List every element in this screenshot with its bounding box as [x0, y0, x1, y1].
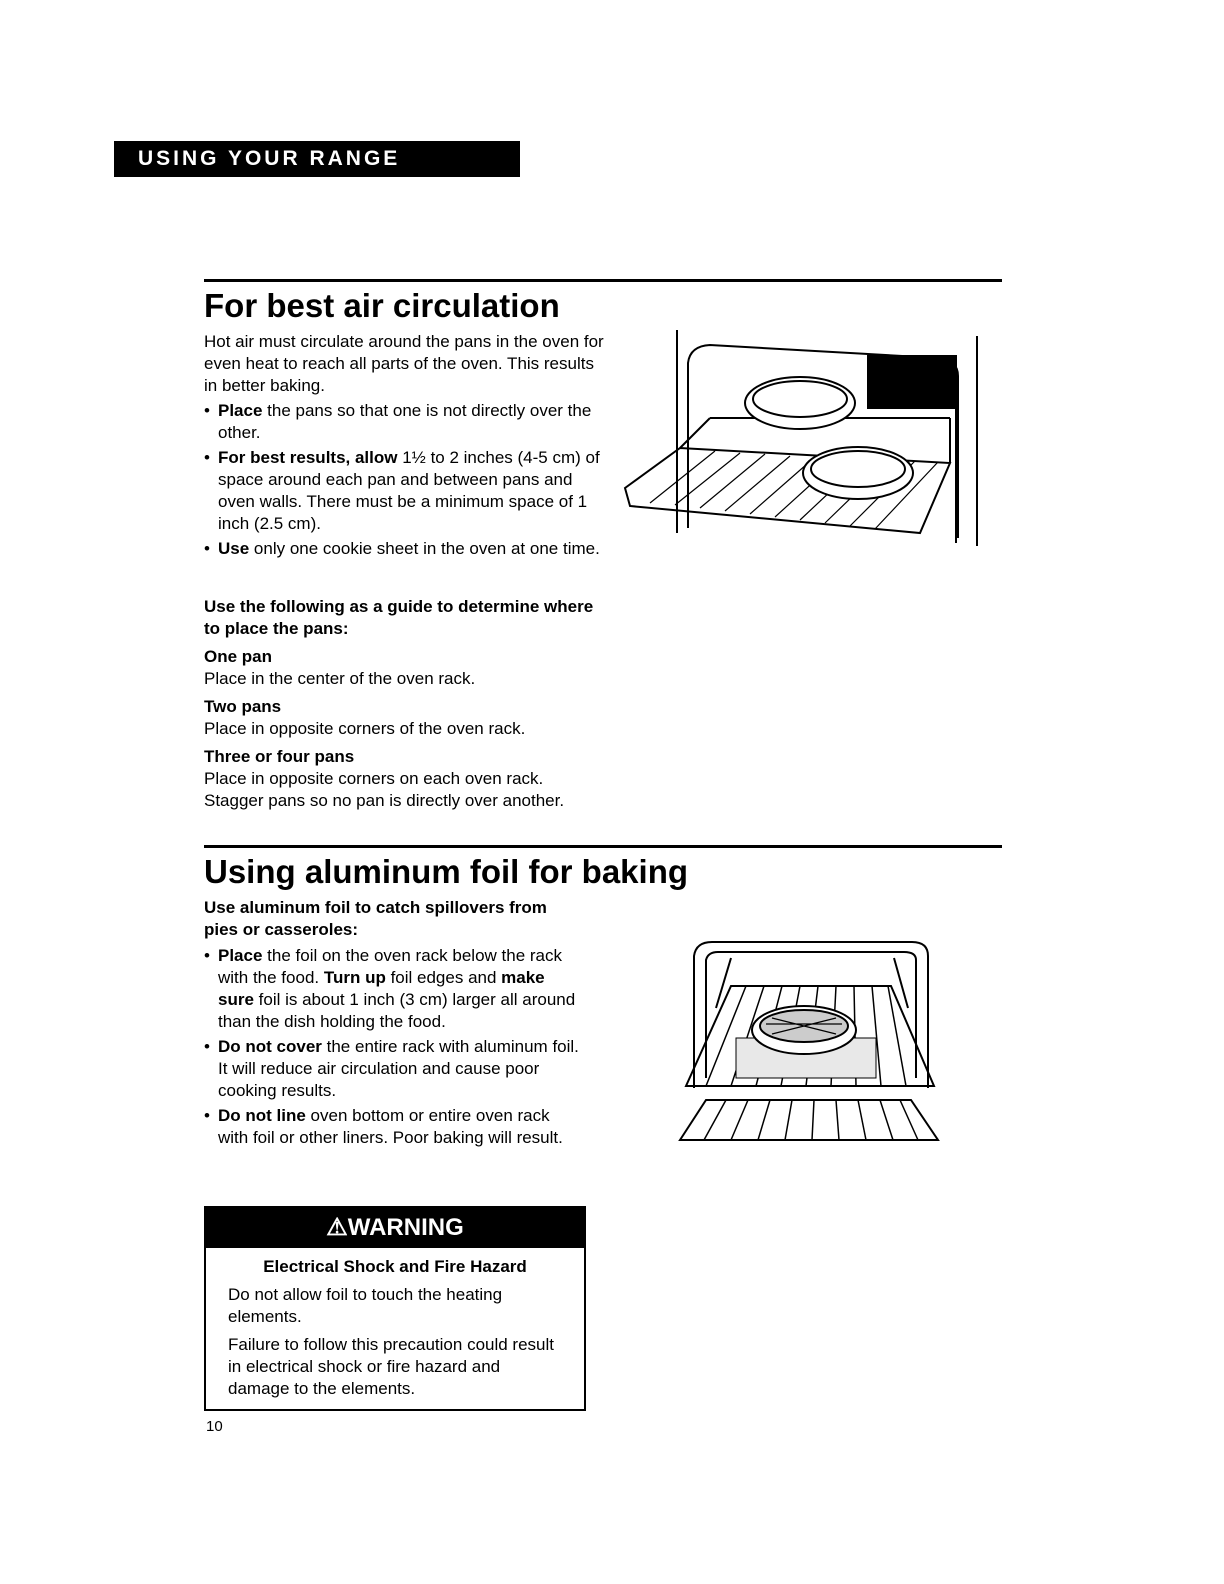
- bullet-dot: •: [204, 448, 210, 467]
- intro-paragraph: Hot air must circulate around the pans in the oven for even heat to reach all parts of the oven. This results in better baking.: [204, 332, 604, 395]
- heading-aluminum-foil: Using aluminum foil for baking: [204, 853, 689, 890]
- bullet-text: only one cookie sheet in the oven at one time.: [249, 539, 600, 558]
- bullet-item: [204, 400, 604, 444]
- bullet-text: the foil on the oven rack below the rack with the food.: [218, 946, 562, 987]
- aluminum-foil-body: [204, 897, 584, 1149]
- case-title: One pan: [204, 647, 273, 666]
- warning-body: [206, 1248, 584, 1400]
- bullet-text: foil is about 1 inch (3 cm) larger all around than the dish holding the food.: [218, 990, 576, 1031]
- oven-two-pans-illustration: [620, 328, 990, 550]
- bullet-text: the pans so that one is not directly over the other.: [218, 401, 592, 442]
- bullet-lead: For best results, allow: [218, 448, 398, 467]
- bullet-dot: •: [204, 1106, 210, 1125]
- warning-header: [206, 1208, 584, 1248]
- bullet-dot: •: [204, 1037, 210, 1056]
- bullet-item: [204, 538, 604, 560]
- bullet-text: the entire rack with aluminum foil. It will reduce air circulation and cause poor cooking results.: [218, 1037, 579, 1100]
- foil-bullets: [204, 945, 584, 1149]
- page-number: 10: [206, 1418, 223, 1435]
- bullet-lead: Turn up: [323, 968, 386, 987]
- case-title: Two pans: [204, 697, 282, 716]
- section-banner: USING YOUR RANGE: [114, 141, 520, 177]
- case-title: Three or four pans: [204, 747, 355, 766]
- bullet-dot: •: [204, 946, 210, 965]
- foil-subheading: Use aluminum foil to catch spillovers from pies or casseroles:: [204, 898, 547, 939]
- bullet-item: [204, 447, 604, 535]
- oven-foil-rack-illustration: [676, 938, 941, 1148]
- section-rule-foil: [204, 845, 1002, 848]
- case-text: Place in opposite corners of the oven rack.: [204, 719, 526, 738]
- bullet-dot: •: [204, 401, 210, 420]
- warning-line: Failure to follow this precaution could result in electrical shock or fire hazard and damage to the elements.: [228, 1335, 554, 1398]
- bullet-lead: Do not cover: [218, 1037, 322, 1056]
- air-bullets: [204, 400, 604, 560]
- hazard-title: Electrical Shock and Fire Hazard: [263, 1257, 527, 1276]
- guide-heading: Use the following as a guide to determine where to place the pans:: [204, 597, 594, 638]
- warning-triangle-icon: ⚠: [326, 1214, 348, 1241]
- air-circulation-body: [204, 331, 604, 560]
- section-rule-top: [204, 279, 1002, 282]
- bullet-lead: make sure: [218, 968, 545, 1009]
- case-text: Place in opposite corners on each oven rack. Stagger pans so no pan is directly over another.: [204, 769, 565, 810]
- pan-placement-guide: [204, 596, 604, 812]
- bullet-text: 1½ to 2 inches (4-5 cm) of space around each pan and between pans and oven walls. There must be a minimum space of 1 inch (2.5 cm).: [218, 448, 600, 533]
- warning-line: Do not allow foil to touch the heating elements.: [228, 1285, 503, 1326]
- bullet-lead: Place: [218, 401, 263, 420]
- bullet-item: [204, 1036, 584, 1102]
- bullet-lead: Use: [218, 539, 250, 558]
- bullet-text: foil edges and: [385, 968, 502, 987]
- bullet-lead: Do not line: [218, 1106, 306, 1125]
- bullet-dot: •: [204, 539, 210, 558]
- heading-air-circulation: For best air circulation: [204, 287, 560, 324]
- warning-box: [204, 1206, 586, 1411]
- bullet-text: oven bottom or entire oven rack with foil or other liners. Poor baking will result.: [218, 1106, 563, 1147]
- case-text: Place in the center of the oven rack.: [204, 669, 476, 688]
- bullet-lead: Place: [218, 946, 263, 965]
- bullet-item: [204, 945, 584, 1033]
- bullet-item: [204, 1105, 584, 1149]
- warning-label: WARNING: [347, 1214, 464, 1241]
